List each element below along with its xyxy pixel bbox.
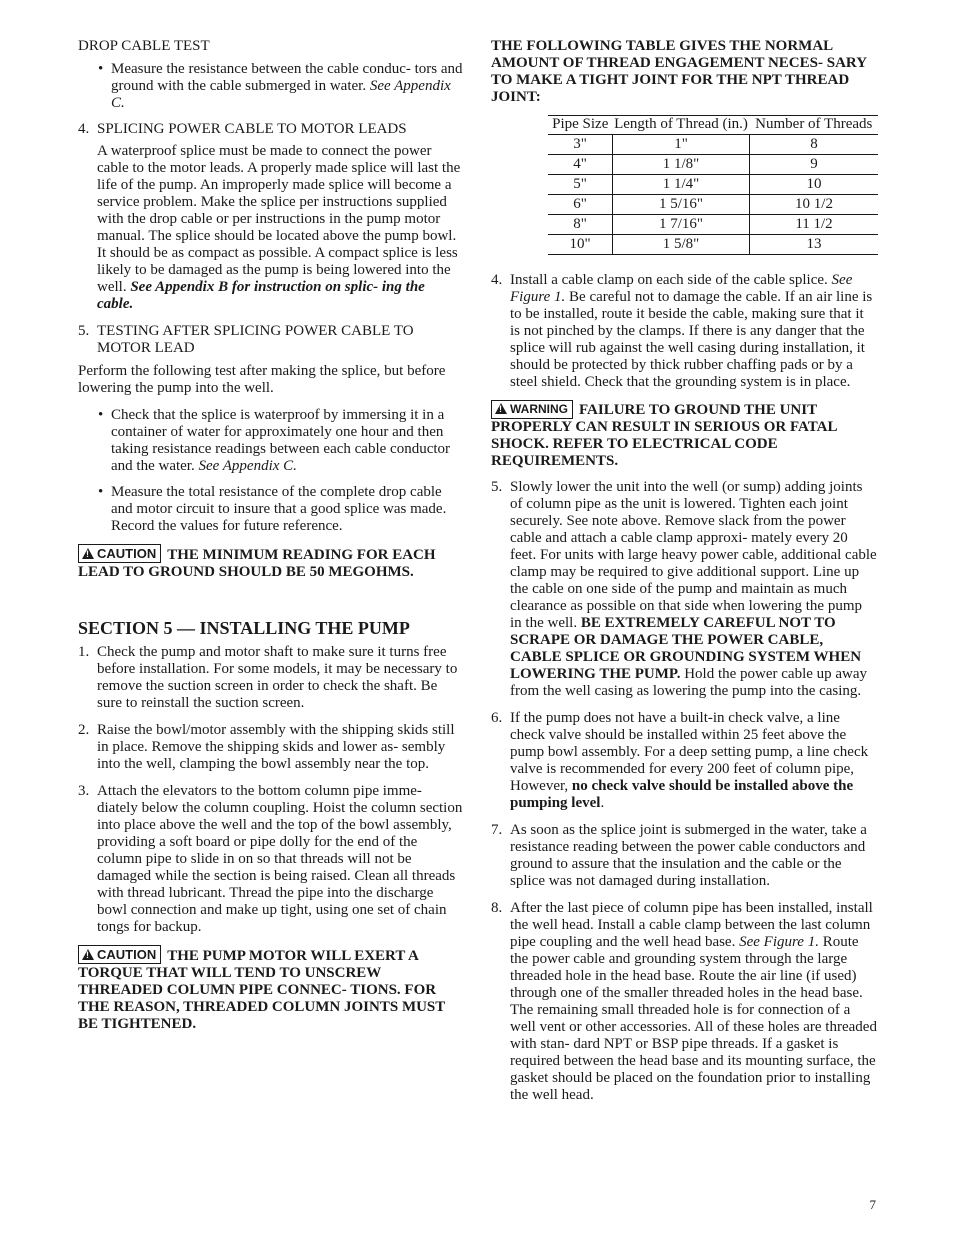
right-item-5-text-a: Slowly lower the unit into the well (or sump) adding joints of column pipe as the unit is lowered. Tighten each joint securely. See note above. Remove slack from the power cable and attach a cable clamp approxi- mately every 20 feet. For units with large heavy power cable, additional cable clamp may be required to give additional support. Line up the cable on one side of the pump and maintain as much clearance as possible on that side when lowering the pump in the well. bbox=[510, 479, 877, 631]
item-5-heading: TESTING AFTER SPLICING POWER CABLE TO MOTOR LEAD bbox=[97, 323, 414, 356]
table-cell: 1 5/8" bbox=[613, 235, 750, 255]
table-row bbox=[548, 215, 878, 235]
table-row bbox=[548, 195, 878, 215]
caution-2-text: THE PUMP MOTOR WILL EXERT A TORQUE THAT WILL TEND TO UNSCREW THREADED COLUMN PIPE CONNEC- TIONS. FOR THE REASON, THREADED COLUMN JOINTS MUST BE TIGHTENED. bbox=[78, 948, 446, 1032]
item-5-intro: Perform the following test after making the splice, but before lowering the pump into the well. bbox=[78, 363, 446, 396]
right-item-4-text-a: Install a cable clamp on each side of the cable splice. bbox=[510, 272, 828, 288]
caution-badge bbox=[78, 945, 161, 964]
table-row bbox=[548, 235, 878, 255]
table-cell: 5" bbox=[548, 175, 613, 195]
right-item-6-bold: no check valve should be installed above the pumping level bbox=[510, 778, 854, 811]
right-item-8-text-a: After the last piece of column pipe has been installed, install the well head. Install a cable clamp between the last column pipe coupling and the well head base. bbox=[510, 900, 873, 950]
right-item-8-number: 8. bbox=[491, 900, 503, 916]
right-item-7 bbox=[491, 822, 877, 890]
section-item-1 bbox=[78, 644, 464, 712]
item-5-bullet-2 bbox=[78, 484, 464, 535]
table-cell: 1 1/4" bbox=[613, 175, 750, 195]
right-item-5-bold: BE EXTREMELY CAREFUL NOT TO SCRAPE OR DAMAGE THE POWER CABLE, CABLE SPLICE OR GROUNDING SYSTEM WHEN LOWERING THE PUMP. bbox=[510, 615, 862, 682]
bullet-dot: • bbox=[98, 484, 104, 500]
section-item-1-number: 1. bbox=[78, 644, 90, 660]
drop-bullet-text: Measure the resistance between the cable conduc- tors and ground with the cable submerged in water. bbox=[111, 61, 463, 94]
table-cell: 8" bbox=[548, 215, 613, 235]
table-cell: 11 1/2 bbox=[750, 215, 879, 235]
right-item-5 bbox=[491, 479, 877, 700]
thread-table bbox=[548, 115, 878, 255]
item-4-ref: See Appendix B for instruction on splic- ing the cable. bbox=[97, 279, 425, 312]
table-cell: 13 bbox=[750, 235, 879, 255]
right-item-5-text-b: Hold the power cable up away from the well casing as lowering the pump into the casing. bbox=[510, 666, 868, 699]
table-header-length: Length of Thread (in.) bbox=[613, 116, 750, 135]
item-5-bullet-1-ref: See Appendix C. bbox=[198, 458, 297, 474]
table-cell: 10 1/2 bbox=[750, 195, 879, 215]
table-row bbox=[548, 135, 878, 155]
section-item-2-text: Raise the bowl/motor assembly with the shipping skids still in place. Remove the shipping skids and lower as- sembly into the well, clamping the bowl assembly near the top. bbox=[97, 722, 455, 772]
caution-alert-2 bbox=[78, 945, 464, 1033]
table-row bbox=[548, 175, 878, 195]
table-cell: 6" bbox=[548, 195, 613, 215]
table-cell: 10 bbox=[750, 175, 879, 195]
caution-1-text: THE MINIMUM READING FOR EACH LEAD TO GROUND SHOULD BE 50 MEGOHMS. bbox=[78, 547, 436, 580]
right-item-6-text-a: If the pump does not have a built-in check valve, a line check valve should be installed within 25 feet above the pump bowl assembly. For a deep setting pump, a line check valve is recommended for every 200 feet of column pipe, However, bbox=[510, 710, 869, 794]
right-column bbox=[491, 38, 877, 1104]
table-cell: 4" bbox=[548, 155, 613, 175]
table-cell: 8 bbox=[750, 135, 879, 155]
caution-label: CAUTION bbox=[97, 546, 157, 561]
right-item-8-text-b: Route the power cable and grounding system through the large threaded hole in the head base. Route the air line (if used) through one of the smaller threaded holes in the head base. The remaining small threaded hole is for connection of a well vent or other accessories. All of these holes are threaded with stan- dard NPT or BSP pipe threads. If a gasket is required between the head base and its mounting surface, the gasket should be placed on the foundation prior to installing the well head. bbox=[510, 934, 877, 1103]
table-row bbox=[548, 155, 878, 175]
section-item-3-number: 3. bbox=[78, 783, 90, 799]
table-cell: 1 7/16" bbox=[613, 215, 750, 235]
drop-cable-heading: DROP CABLE TEST bbox=[78, 38, 210, 54]
table-cell: 1 5/16" bbox=[613, 195, 750, 215]
caution-alert-1 bbox=[78, 544, 464, 581]
section-item-2 bbox=[78, 722, 464, 773]
caution-badge bbox=[78, 544, 161, 563]
right-item-8 bbox=[491, 900, 877, 1104]
left-column bbox=[78, 38, 464, 1033]
table-cell: 3" bbox=[548, 135, 613, 155]
right-item-8-ref: See Figure 1. bbox=[739, 934, 819, 950]
warning-triangle-icon: ! bbox=[495, 403, 507, 414]
item-5-bullet-1-text: Check that the splice is waterproof by immersing it in a container of water for approximately one hour and then taking resistance readings between each cable conductor and the water. bbox=[111, 407, 451, 474]
right-item-5-number: 5. bbox=[491, 479, 503, 495]
table-header-threads: Number of Threads bbox=[750, 116, 879, 135]
right-item-4-ref: See Figure 1. bbox=[510, 272, 853, 305]
item-4-number: 4. bbox=[78, 121, 90, 137]
item-5-number: 5. bbox=[78, 323, 90, 339]
right-item-7-number: 7. bbox=[491, 822, 503, 838]
table-header-pipe-size: Pipe Size bbox=[548, 116, 613, 135]
item-4-body-text: A waterproof splice must be made to connect the power cable to the motor leads. A properly made splice will last the life of the pump. An improperly made splice will become a service problem. Make the splice per instructions supplied with the drop cable or per instructions in the pump motor manual. The splice should be located above the pump bowl. It should be as compact as possible. A compact splice is less likely to be damaged as the pump is being lowered into the well. bbox=[97, 143, 461, 295]
right-item-4-text-b: Be careful not to damage the cable. If an air line is to be installed, route it beside the cable, making sure that it is not pinched by the clamps. If there is any danger that the splice will rub against the well casing during installation, it should be protected by thick rubber chaffing pads or by a steel shield. Check that the grounding system is in place. bbox=[510, 289, 873, 390]
item-5 bbox=[78, 323, 464, 357]
item-5-bullet-2-text: Measure the total resistance of the complete drop cable and motor circuit to insure that a good splice was made. Record the values for future reference. bbox=[111, 484, 447, 534]
table-intro: THE FOLLOWING TABLE GIVES THE NORMAL AMOUNT OF THREAD ENGAGEMENT NECES- SARY TO MAKE A TIGHT JOINT FOR THE NPT THREAD JOINT: bbox=[491, 38, 867, 105]
right-item-4 bbox=[491, 272, 877, 391]
right-item-6-end: . bbox=[600, 795, 605, 811]
warning-triangle-icon: ! bbox=[82, 949, 94, 960]
right-item-6-number: 6. bbox=[491, 710, 503, 726]
item-4-heading: SPLICING POWER CABLE TO MOTOR LEADS bbox=[97, 121, 407, 137]
section-item-3 bbox=[78, 783, 464, 936]
table-cell: 1 1/8" bbox=[613, 155, 750, 175]
item-5-bullet-1 bbox=[78, 407, 464, 475]
drop-cable-bullet bbox=[78, 61, 464, 112]
right-item-7-text: As soon as the splice joint is submerged in the water, take a resistance reading between the power cable conductors and ground to assure that the insulation and the cable or the splice was not damaged during installation. bbox=[510, 822, 867, 889]
item-4-body bbox=[78, 143, 464, 313]
table-cell: 1" bbox=[613, 135, 750, 155]
table-header-row bbox=[548, 116, 878, 135]
warning-badge bbox=[491, 400, 573, 419]
section-title: SECTION 5 — INSTALLING THE PUMP bbox=[78, 618, 410, 638]
section-item-3-text: Attach the elevators to the bottom column pipe imme- diately below the column coupling. Hoist the column section into place above the well and the top of the bowl assembly, providing a soft board or pipe dolly for the end of the column pipe to slide in on so that threads will not be damaged while the section is being raised. Clean all threads with thread lubricant. Thread the pipe into the discharge bowl connection and make up tight, using one set of chain tongs for backup. bbox=[97, 783, 463, 935]
section-item-2-number: 2. bbox=[78, 722, 90, 738]
drop-bullet-ref: See Appendix C. bbox=[111, 78, 451, 111]
caution-label: CAUTION bbox=[97, 947, 157, 962]
right-item-4-number: 4. bbox=[491, 272, 503, 288]
warning-text: FAILURE TO GROUND THE UNIT PROPERLY CAN RESULT IN SERIOUS OR FATAL SHOCK. REFER TO ELECTRICAL CODE REQUIREMENTS. bbox=[491, 402, 837, 469]
right-item-6 bbox=[491, 710, 877, 812]
table-cell: 9 bbox=[750, 155, 879, 175]
warning-alert bbox=[491, 400, 877, 470]
item-4 bbox=[78, 121, 464, 138]
bullet-dot: • bbox=[98, 61, 104, 77]
table-cell: 10" bbox=[548, 235, 613, 255]
warning-label: WARNING bbox=[510, 402, 568, 416]
page-number: 7 bbox=[869, 1197, 876, 1212]
bullet-dot: • bbox=[98, 407, 104, 423]
warning-triangle-icon: ! bbox=[82, 548, 94, 559]
section-item-1-text: Check the pump and motor shaft to make sure it turns free before installation. For some models, it may be necessary to remove the suction screen in order to check the shaft. Be sure to reinstall the suction screen. bbox=[97, 644, 458, 711]
